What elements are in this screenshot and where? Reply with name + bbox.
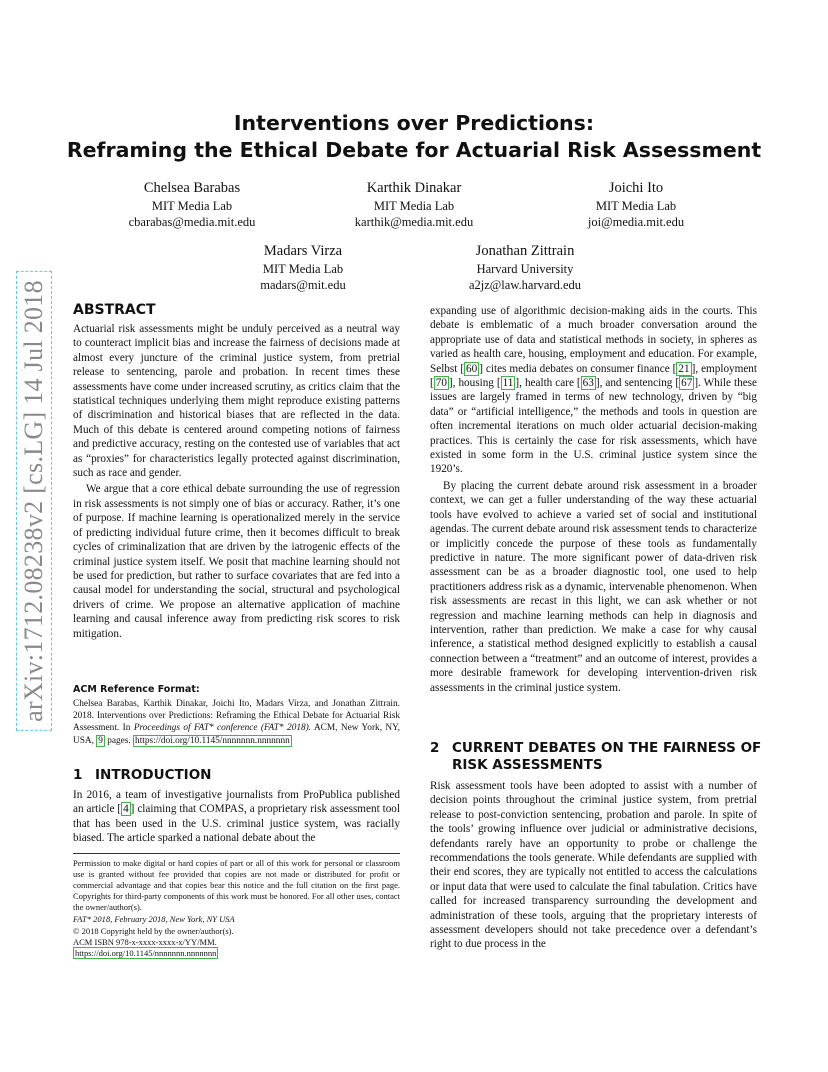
abstract-heading: ABSTRACT [73,302,156,318]
citation-link[interactable]: 60 [466,362,478,375]
citation-link[interactable]: 70 [435,377,447,390]
section-heading-introduction [73,767,211,784]
introduction-paragraph [73,788,400,846]
acm-reference-part: ACM, New York, NY, USA, [73,723,400,746]
section-title-continued: RISK ASSESSMENTS [452,757,603,773]
footnote-divider [73,853,400,854]
section-heading-current-debates [430,740,761,774]
citation-link[interactable]: 4 [123,803,129,816]
abstract-paragraph: Actuarial risk assessments might be unduly perceived as a neutral way to counteract implicit bias and increase the fairness of decisions made at almost every juncture of the criminal justice system, from pretrial release to sentencing, parole and probation. In recent times these assessments have come under increased scrutiny, as critics claim that the statistical techniques underlying them might reproduce existing patterns of discrimination and historical biases that are reflected in the data. Much of this debate is centered around competing notions of fairness and predictive accuracy, resting on the contested use of variables that act as “proxies” for characteristics legally protected against discrimination, such as race and gender. [73,323,400,480]
text-run: ] cites media debates on consumer finance [ [479,362,677,375]
text-run: ]. While these issues are largely framed in terms of new technology, driven by “big data” or “artificial intelligence,” the methods and tools in question are often incremental iterations on much older actuarial decision-making practices. This is certainly the case for risk assessments, which have existed in some form in the U.S. criminal justice system since the 1920’s. [430,377,757,476]
text-run: ], housing [ [448,377,501,390]
acm-reference-venue: Proceedings of FAT* conference (FAT* 2018). [133,723,312,734]
abstract-body [73,322,400,641]
paper-title-line2: Reframing the Ethical Debate for Actuarial Risk Assessment [66,138,762,162]
body-paragraph: Risk assessment tools have been adopted to assist with a number of decision points throughout the criminal justice system, from pretrial release to post-conviction sentencing, probation and parole. In spite of the tools’ growing influence over judicial or administrative decisions, defendants rarely have an opportunity to probe or challenge the recommendations the tools generate. While defendants are supplied with their end scores, they are typically not entitled to access the calculations or input data that were used to calculate the final tabulation. Critics have called for increased transparency surrounding the development and administration of these tools, arguing that the proprietary interests of assessment developers should not take precedence over a defendant’s right to due process in the [430,780,757,951]
author-name: Madars Virza [263,243,343,259]
abstract-paragraph: We argue that a core ethical debate surrounding the use of regression in risk assessments is not simply one of bias or accuracy. Rather, it’s one of purpose. If machine learning is operationalized merely in the service of predicting individual future crime, then it becomes difficult to break cycles of criminalization that are driven by the iatrogenic effects of the criminal justice system itself. We posit that machine learning should not be used for prediction, but rather to surface covariates that are fed into a causal model for understanding the social, structural and psychological drivers of crime. We propose an alternative application of machine learning and causal inference away from predicting risk scores to risk mitigation. [73,483,400,640]
acm-reference-text [73,698,400,747]
author-name: Karthik Dinakar [366,180,462,196]
arxiv-identifier[interactable]: arXiv:1712.08238v2 [cs.LG] 14 Jul 2018 [16,271,52,731]
right-column-body [430,304,757,695]
author-email[interactable]: joi@media.mit.edu [587,215,685,229]
author-block [536,179,736,230]
acm-reference-heading: ACM Reference Format: [73,684,200,695]
author-email[interactable]: cbarabas@media.mit.edu [128,215,256,229]
author-block [314,179,514,230]
author-email[interactable]: madars@mit.edu [260,278,346,292]
section-title: CURRENT DEBATES ON THE FAIRNESS OF [452,740,762,756]
body-paragraph [430,304,757,477]
footnote-doi-link[interactable]: https://doi.org/10.1145/nnnnnnn.nnnnnnn [75,948,217,958]
paper-title-line1: Interventions over Predictions: [233,111,595,135]
author-affiliation: MIT Media Lab [595,199,677,213]
pages-link[interactable]: 9 [98,735,103,746]
author-affiliation: MIT Media Lab [262,262,344,276]
citation-link[interactable]: 21 [678,362,690,375]
section-number: 1 [73,767,83,783]
introduction-body [73,788,400,846]
author-block [92,179,292,230]
author-block [425,242,625,293]
text-run: ], and sentencing [ [595,377,680,390]
isbn-note: ACM ISBN 978-x-xxxx-xxxx-x/YY/MM. [73,937,217,947]
author-name: Chelsea Barabas [143,180,241,196]
footnote-doi [73,948,218,959]
author-name: Jonathan Zittrain [475,243,575,259]
conference-name: FAT* 2018, February 2018, New York, NY USA [73,914,235,924]
section-title: INTRODUCTION [95,767,212,783]
copyright-note: © 2018 Copyright held by the owner/author(s). [73,926,234,936]
citation-link[interactable]: 11 [502,377,514,390]
text-run: expanding use of algorithmic decision-making aids in the courts. This debate is emblematic of a much broader conversation around the appropriate use of data and statistical methods in society, in spheres as varied as health care, housing, employment and education. For example, Selbst [ [430,305,757,375]
author-affiliation: MIT Media Lab [373,199,455,213]
author-affiliation: MIT Media Lab [151,199,233,213]
author-block [203,242,403,293]
arxiv-stamp[interactable] [14,266,54,736]
section-number: 2 [430,740,440,756]
body-paragraph: By placing the current debate around risk assessment in a broader context, we can get a fuller understanding of the way these actuarial tools have evolved to achieve a varied set of social and institutional agendas. The current debate around risk assessment tends to characterize or implicitly concede the purpose of these tools as fundamentally predictive in nature. The more significant power of data-driven risk assessment can be as a broader diagnostic tool, one used to help practitioners address risk as a dynamic, intervenable phenomenon. When risk assessments are recast in this light, we can ask whether or not regression and machine learning methods can help in diagnosis and intervention, rather than prediction. We make a case for why causal inference, a statistical method designed explicitly to establish a causal connection between a “treatment” and an outcome of interest, provides a more desirable framework for developing intervention-driven risk assessments in the criminal justice system. [430,479,757,694]
citation-link[interactable]: 67 [681,377,693,390]
citation-link[interactable]: 63 [582,377,594,390]
text-run: In 2016, a team of investigative journalists from ProPublica published an article [ [73,789,400,816]
section2-body [430,779,757,952]
text-run: ], health care [ [515,377,581,390]
doi-link[interactable]: https://doi.org/10.1145/nnnnnnn.nnnnnnn [135,735,290,746]
conference-note [73,914,235,925]
author-email[interactable]: karthik@media.mit.edu [354,215,474,229]
acm-reference-part: pages. [104,735,134,746]
acm-reference-part: Chelsea Barabas, Karthik Dinakar, Joichi Ito, Madars Virza, and Jonathan Zittrain. 2018. Interventions over Predictions: Reframing the Ethical Debate for Actuarial Risk Assessment. In [73,699,400,734]
author-name: Joichi Ito [608,180,664,196]
text-run: ], employment [ [430,362,758,390]
copyright-footnote: Permission to make digital or hard copies of part or all of this work for personal or classroom use is granted without fee provided that copies are not made or distributed for profit or commercial advantage and that copies bear this notice and the full citation on the first page. Copyrights for third-party components of this work must be honored. For all other uses, contact the owner/author(s). [73,858,400,912]
author-email[interactable]: a2jz@law.harvard.edu [468,278,582,292]
text-run: ] claiming that COMPAS, a proprietary risk assessment tool that has been used in the U.S. criminal justice system, was racially biased. The article sparked a national debate about the [73,803,401,845]
author-affiliation: Harvard University [476,262,574,276]
